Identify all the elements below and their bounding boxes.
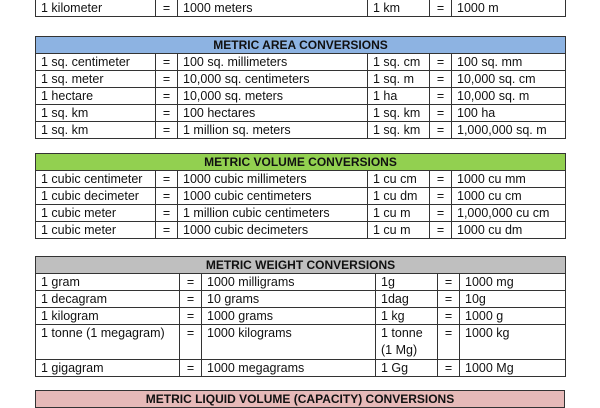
abbr-value-cell: 1,000,000 sq. m: [452, 122, 566, 139]
abbr-value-cell: 1000 mg: [460, 274, 566, 291]
equals-cell: =: [180, 325, 202, 360]
abbr-cell: 1 cu m: [368, 205, 430, 222]
unit-cell: 1 sq. meter: [36, 71, 156, 88]
abbr-value-cell: 1000 cu dm: [452, 222, 566, 239]
weight-table: [35, 256, 566, 377]
unit-cell: 1 tonne (1 megagram): [36, 325, 180, 360]
value-cell: 1000 cubic decimeters: [178, 222, 368, 239]
unit-cell: 1 sq. centimeter: [36, 54, 156, 71]
equals-cell: =: [156, 222, 178, 239]
value-cell: 1000 megagrams: [202, 360, 376, 377]
abbr-cell: 1 sq. km: [368, 122, 430, 139]
equals-cell: =: [430, 222, 452, 239]
abbr-cell: 1 cu m: [368, 222, 430, 239]
abbr-value-cell: 100 ha: [452, 105, 566, 122]
unit-cell: 1 sq. km: [36, 105, 156, 122]
equals-cell: =: [430, 0, 452, 17]
equals-cell: =: [438, 274, 460, 291]
table-row: [36, 88, 566, 105]
table-row: [36, 122, 566, 139]
unit-cell: 1 cubic meter: [36, 222, 156, 239]
abbr-cell: 1 cu cm: [368, 171, 430, 188]
table-row: [36, 222, 566, 239]
equals-cell: =: [430, 105, 452, 122]
length-table: [35, 0, 566, 17]
table-row: [36, 205, 566, 222]
abbr-cell: 1 cu dm: [368, 188, 430, 205]
abbr-value-cell: 1,000,000 cu cm: [452, 205, 566, 222]
table-row: [36, 71, 566, 88]
liquid-table: [35, 390, 565, 408]
equals-cell: =: [156, 171, 178, 188]
value-cell: 10,000 sq. centimeters: [178, 71, 368, 88]
value-cell: 1000 cubic millimeters: [178, 171, 368, 188]
unit-cell: 1 kilometer: [36, 0, 156, 17]
abbr-value-cell: 10,000 sq. m: [452, 88, 566, 105]
table-row: [36, 0, 566, 17]
table-row: [36, 188, 566, 205]
value-cell: 1000 cubic centimeters: [178, 188, 368, 205]
abbr-value-cell: 1000 kg: [460, 325, 566, 360]
unit-cell: 1 gram: [36, 274, 180, 291]
unit-cell: 1 decagram: [36, 291, 180, 308]
abbr-cell: 1dag: [376, 291, 438, 308]
equals-cell: =: [156, 71, 178, 88]
equals-cell: =: [180, 274, 202, 291]
equals-cell: =: [430, 54, 452, 71]
equals-cell: =: [156, 88, 178, 105]
abbr-value-cell: 100 sq. mm: [452, 54, 566, 71]
table-row: [36, 274, 566, 291]
unit-cell: 1 kilogram: [36, 308, 180, 325]
value-cell: 1000 milligrams: [202, 274, 376, 291]
equals-cell: =: [438, 325, 460, 360]
table-row: [36, 105, 566, 122]
abbr-cell: 1 sq. km: [368, 105, 430, 122]
value-cell: 1 million sq. meters: [178, 122, 368, 139]
section-title: METRIC VOLUME CONVERSIONS: [36, 154, 566, 171]
unit-cell: 1 gigagram: [36, 360, 180, 377]
equals-cell: =: [438, 360, 460, 377]
value-cell: 100 hectares: [178, 105, 368, 122]
equals-cell: =: [430, 205, 452, 222]
equals-cell: =: [430, 122, 452, 139]
table-row: [36, 308, 566, 325]
value-cell: 10 grams: [202, 291, 376, 308]
abbr-value-cell: 1000 g: [460, 308, 566, 325]
value-cell: 1000 meters: [178, 0, 368, 17]
abbr-value-cell: 1000 m: [452, 0, 566, 17]
equals-cell: =: [430, 171, 452, 188]
equals-cell: =: [156, 54, 178, 71]
table-row: [36, 360, 566, 377]
value-cell: 1000 kilograms: [202, 325, 376, 360]
equals-cell: =: [430, 188, 452, 205]
volume-table: [35, 153, 566, 239]
equals-cell: =: [430, 71, 452, 88]
value-cell: 10,000 sq. meters: [178, 88, 368, 105]
abbr-cell: 1 sq. m: [368, 71, 430, 88]
abbr-value-cell: 10,000 sq. cm: [452, 71, 566, 88]
abbr-cell: 1 km: [368, 0, 430, 17]
equals-cell: =: [180, 308, 202, 325]
equals-cell: =: [438, 308, 460, 325]
unit-cell: 1 sq. km: [36, 122, 156, 139]
equals-cell: =: [156, 0, 178, 17]
section-title: METRIC AREA CONVERSIONS: [36, 37, 566, 54]
unit-cell: 1 cubic meter: [36, 205, 156, 222]
abbr-cell: 1 ha: [368, 88, 430, 105]
equals-cell: =: [438, 291, 460, 308]
table-row: [36, 54, 566, 71]
equals-cell: =: [156, 205, 178, 222]
section-title: METRIC WEIGHT CONVERSIONS: [36, 257, 566, 274]
abbr-value-cell: 1000 Mg: [460, 360, 566, 377]
equals-cell: =: [180, 360, 202, 377]
equals-cell: =: [156, 188, 178, 205]
table-row: [36, 171, 566, 188]
section-title: METRIC LIQUID VOLUME (CAPACITY) CONVERSIONS: [36, 391, 565, 408]
abbr-cell: 1 Gg: [376, 360, 438, 377]
abbr-value-cell: 10g: [460, 291, 566, 308]
value-cell: 100 sq. millimeters: [178, 54, 368, 71]
equals-cell: =: [430, 88, 452, 105]
value-cell: 1000 grams: [202, 308, 376, 325]
abbr-cell: 1 sq. cm: [368, 54, 430, 71]
unit-cell: 1 hectare: [36, 88, 156, 105]
equals-cell: =: [156, 122, 178, 139]
abbr-cell: 1 tonne (1 Mg): [376, 325, 438, 360]
unit-cell: 1 cubic centimeter: [36, 171, 156, 188]
abbr-cell: 1 kg: [376, 308, 438, 325]
equals-cell: =: [156, 105, 178, 122]
abbr-value-cell: 1000 cu mm: [452, 171, 566, 188]
area-table: [35, 36, 566, 139]
table-row: [36, 291, 566, 308]
value-cell: 1 million cubic centimeters: [178, 205, 368, 222]
abbr-value-cell: 1000 cu cm: [452, 188, 566, 205]
equals-cell: =: [180, 291, 202, 308]
table-row: [36, 325, 566, 360]
abbr-cell: 1g: [376, 274, 438, 291]
unit-cell: 1 cubic decimeter: [36, 188, 156, 205]
